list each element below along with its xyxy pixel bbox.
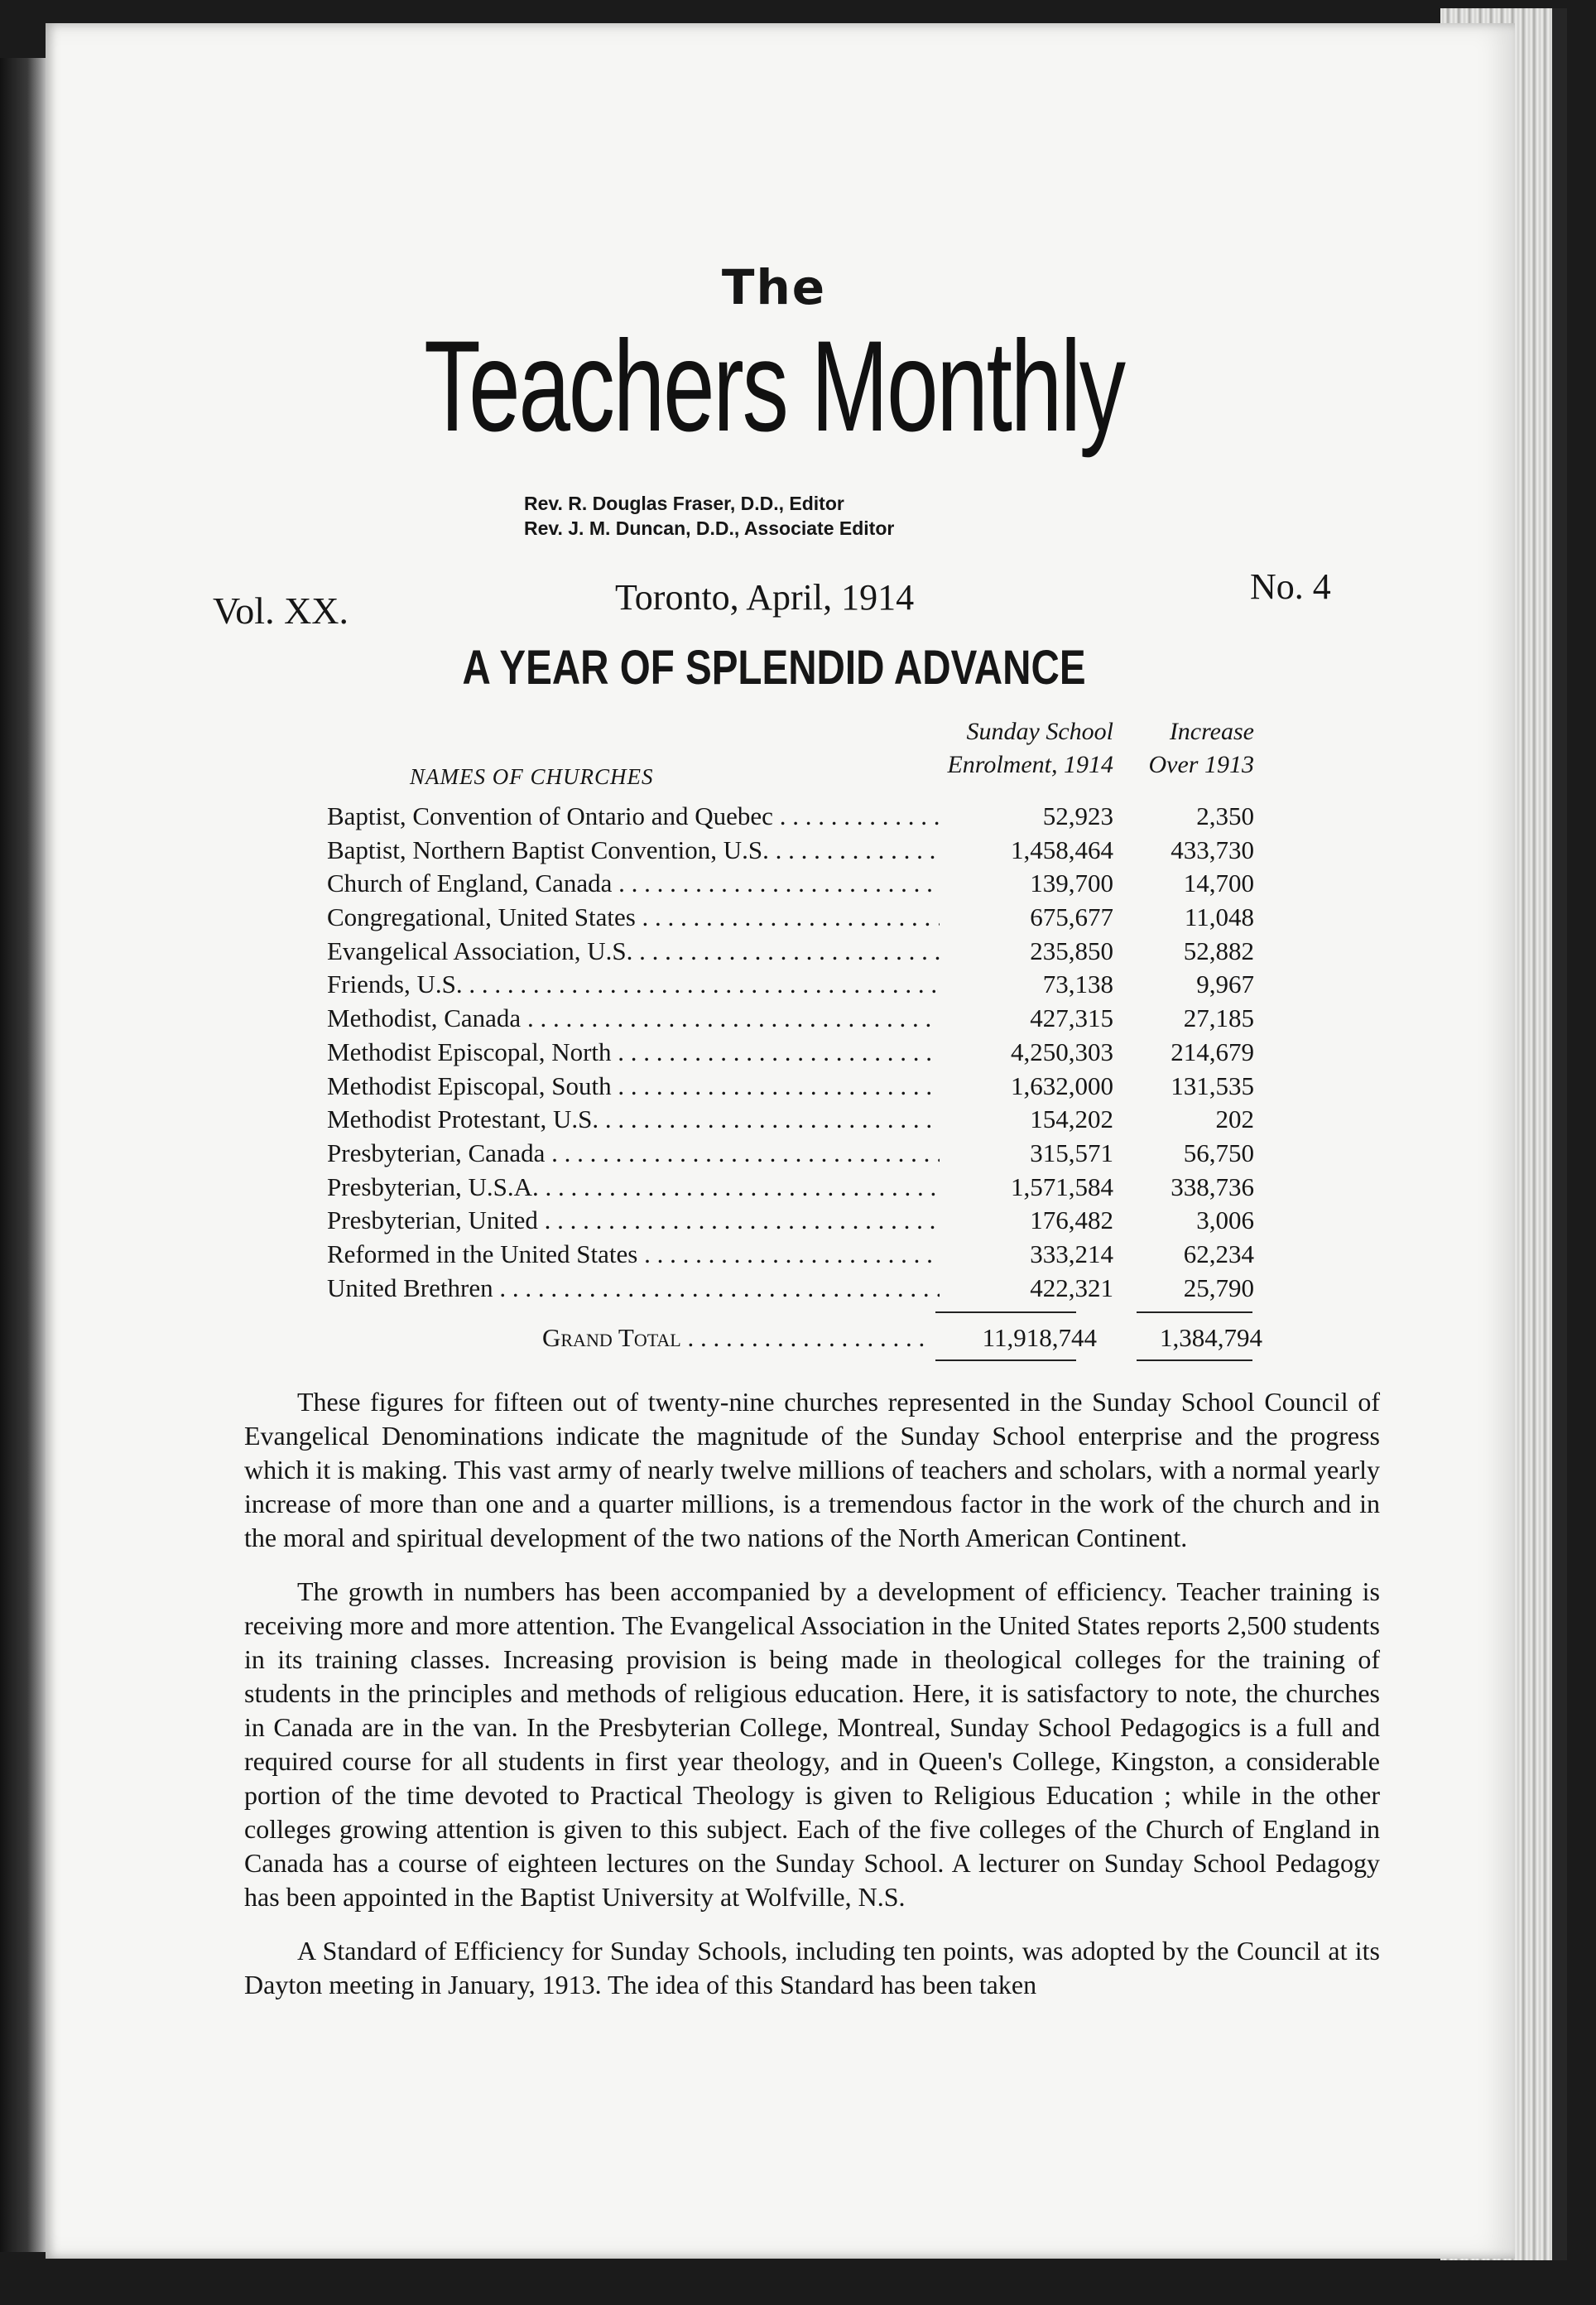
total-underline-increase: [1137, 1359, 1252, 1361]
increase-value: 56,750: [1183, 1138, 1254, 1167]
column-header-line: Sunday School: [966, 718, 1113, 745]
increase-value: 338,736: [1171, 1172, 1254, 1201]
increase-value: 3,006: [1196, 1205, 1254, 1235]
column-header-line: Enrolment, 1914: [947, 751, 1113, 778]
issue-date: Toronto, April, 1914: [615, 577, 915, 618]
enrolment-value: 427,315: [1030, 1003, 1113, 1033]
enrolment-value: 52,923: [1042, 801, 1113, 830]
column-header-names: NAMES OF CHURCHES: [410, 764, 654, 789]
church-name: Reformed in the United States . . .: [327, 1238, 940, 1271]
enrolment-value: 422,321: [1030, 1273, 1113, 1302]
grand-total-label: Grand Total . . .: [542, 1319, 931, 1356]
paragraph: These figures for fifteen out of twenty-nine churches represented in the Sunday School Council of Evangelical Denominations indicate the magnitude of the Sunday School enterprise and the progress which it is making. This vast army of nearly twelve millions of teachers and scholars, with a normal yearly increase of more than one and a quarter millions, is a tremendous factor in the work of the church and in the moral and spiritual development of the two nations of the North American Continent.: [244, 1387, 1380, 1552]
increase-value: 11,048: [1184, 902, 1254, 932]
table-row: [327, 834, 1262, 868]
issue-number: No. 4: [1250, 566, 1331, 607]
church-name: Presbyterian, U.S.A. . . .: [327, 1171, 940, 1204]
enrolment-value: 154,202: [1030, 1104, 1113, 1134]
enrolment-value: 1,571,584: [1011, 1172, 1113, 1201]
church-name: Presbyterian, United . . .: [327, 1204, 940, 1237]
increase-value: 27,185: [1183, 1003, 1254, 1033]
volume-label: Vol. XX.: [213, 589, 349, 632]
table-row: [327, 1002, 1262, 1036]
table-row: [327, 800, 1262, 834]
increase-value: 2,350: [1196, 801, 1254, 830]
enrolment-value: 333,214: [1030, 1239, 1113, 1268]
church-name: Methodist Protestant, U.S. . . .: [327, 1103, 940, 1136]
article-body: [244, 1385, 1380, 2022]
table-row: [327, 1036, 1262, 1070]
increase-value: 62,234: [1183, 1239, 1254, 1268]
paragraph: The growth in numbers has been accompanied by a development of efficiency. Teacher training is receiving more and more attention. The Evangelical Association in the United States reports 2,500 students in its training classes. Increasing provision is being made in theological colleges for the training of students in the principles and methods of religious education. Here, it is satisfactory to note, the churches in Canada are in the van. In the Presbyterian College, Montreal, Sunday School Pedagogics is a full and required course for all students in first year theology, and in Queen's College, Kingston, a considerable portion of the time devoted to Practical Theology is given to Religious Education ; while in the other colleges growing attention is given to this subject. Each of the five colleges of the Church of England in Canada has a course of eighteen lectures on the Sunday School. A lecturer on Sunday School Pedagogy has been appointed in the Baptist University at Wolfville, N.S.: [244, 1576, 1380, 1912]
church-name: Congregational, United States . . .: [327, 901, 940, 934]
church-name: Baptist, Northern Baptist Convention, U.S. . . .: [327, 834, 940, 867]
associate-editor-line: Rev. J. M. Duncan, D.D., Associate Editor: [524, 517, 895, 539]
table-row: [327, 1103, 1262, 1137]
enrolment-value: 139,700: [1030, 869, 1113, 898]
enrolment-value: 73,138: [1042, 970, 1113, 999]
paragraph: A Standard of Efficiency for Sunday Schools, including ten points, was adopted by the Council at its Dayton meeting in January, 1913. The idea of this Standard has been taken: [244, 1936, 1380, 1999]
enrolment-value: 675,677: [1030, 902, 1113, 932]
table-row: [327, 901, 1262, 935]
editor-line: Rev. R. Douglas Fraser, D.D., Editor: [524, 493, 844, 514]
column-header-enrolment: [873, 715, 1113, 782]
table-row: [327, 968, 1262, 1002]
church-table: [327, 800, 1262, 1305]
editors-block: [524, 491, 894, 541]
table-row: [327, 1238, 1262, 1272]
church-name: Methodist, Canada . . .: [327, 1002, 940, 1035]
increase-value: 433,730: [1171, 835, 1254, 864]
masthead-title: Teachers Monthly: [424, 315, 1124, 459]
table-row: [327, 1272, 1262, 1306]
sum-rule-enrolment: [935, 1311, 1076, 1313]
table-row: [327, 1137, 1262, 1171]
table-row: [327, 1171, 1262, 1205]
increase-value: 14,700: [1183, 869, 1254, 898]
enrolment-value: 1,458,464: [1011, 835, 1113, 864]
enrolment-value: 235,850: [1030, 936, 1113, 965]
increase-value: 52,882: [1183, 936, 1254, 965]
column-header-increase: [1122, 715, 1254, 782]
church-name: Evangelical Association, U.S. . . .: [327, 935, 940, 968]
table-heading: A YEAR OF SPLENDID ADVANCE: [462, 641, 1086, 695]
table-row: [327, 1070, 1262, 1104]
church-name: Methodist Episcopal, North . . .: [327, 1036, 940, 1069]
increase-value: 25,790: [1183, 1273, 1254, 1302]
sum-rule-increase: [1137, 1311, 1252, 1313]
grand-total-enrolment: 11,918,744: [982, 1323, 1097, 1352]
church-name: Methodist Episcopal, South . . .: [327, 1070, 940, 1103]
table-row: [327, 935, 1262, 969]
table-row: [327, 1204, 1262, 1238]
increase-value: 131,535: [1171, 1071, 1254, 1100]
magazine-page: [46, 23, 1515, 2259]
increase-value: 202: [1215, 1104, 1254, 1134]
church-name: Friends, U.S. . . .: [327, 968, 940, 1001]
table-row: [327, 867, 1262, 901]
increase-value: 9,967: [1196, 970, 1254, 999]
column-header-line: Increase: [1169, 718, 1254, 745]
grand-total-increase: 1,384,794: [1160, 1323, 1262, 1352]
enrolment-value: 1,632,000: [1011, 1071, 1113, 1100]
facing-page-edge: [0, 58, 50, 2252]
total-underline-enrolment: [935, 1359, 1076, 1361]
church-name: Church of England, Canada . . .: [327, 867, 940, 900]
grand-total-row: [542, 1319, 1262, 1356]
church-name: Baptist, Convention of Ontario and Quebec . . .: [327, 800, 940, 833]
masthead-the: The: [721, 259, 827, 315]
enrolment-value: 4,250,303: [1011, 1037, 1113, 1066]
enrolment-value: 176,482: [1030, 1205, 1113, 1235]
column-header-line: Over 1913: [1148, 751, 1254, 778]
church-name: United Brethren . . .: [327, 1272, 940, 1305]
church-name: Presbyterian, Canada . . .: [327, 1137, 940, 1170]
enrolment-value: 315,571: [1030, 1138, 1113, 1167]
increase-value: 214,679: [1171, 1037, 1254, 1066]
